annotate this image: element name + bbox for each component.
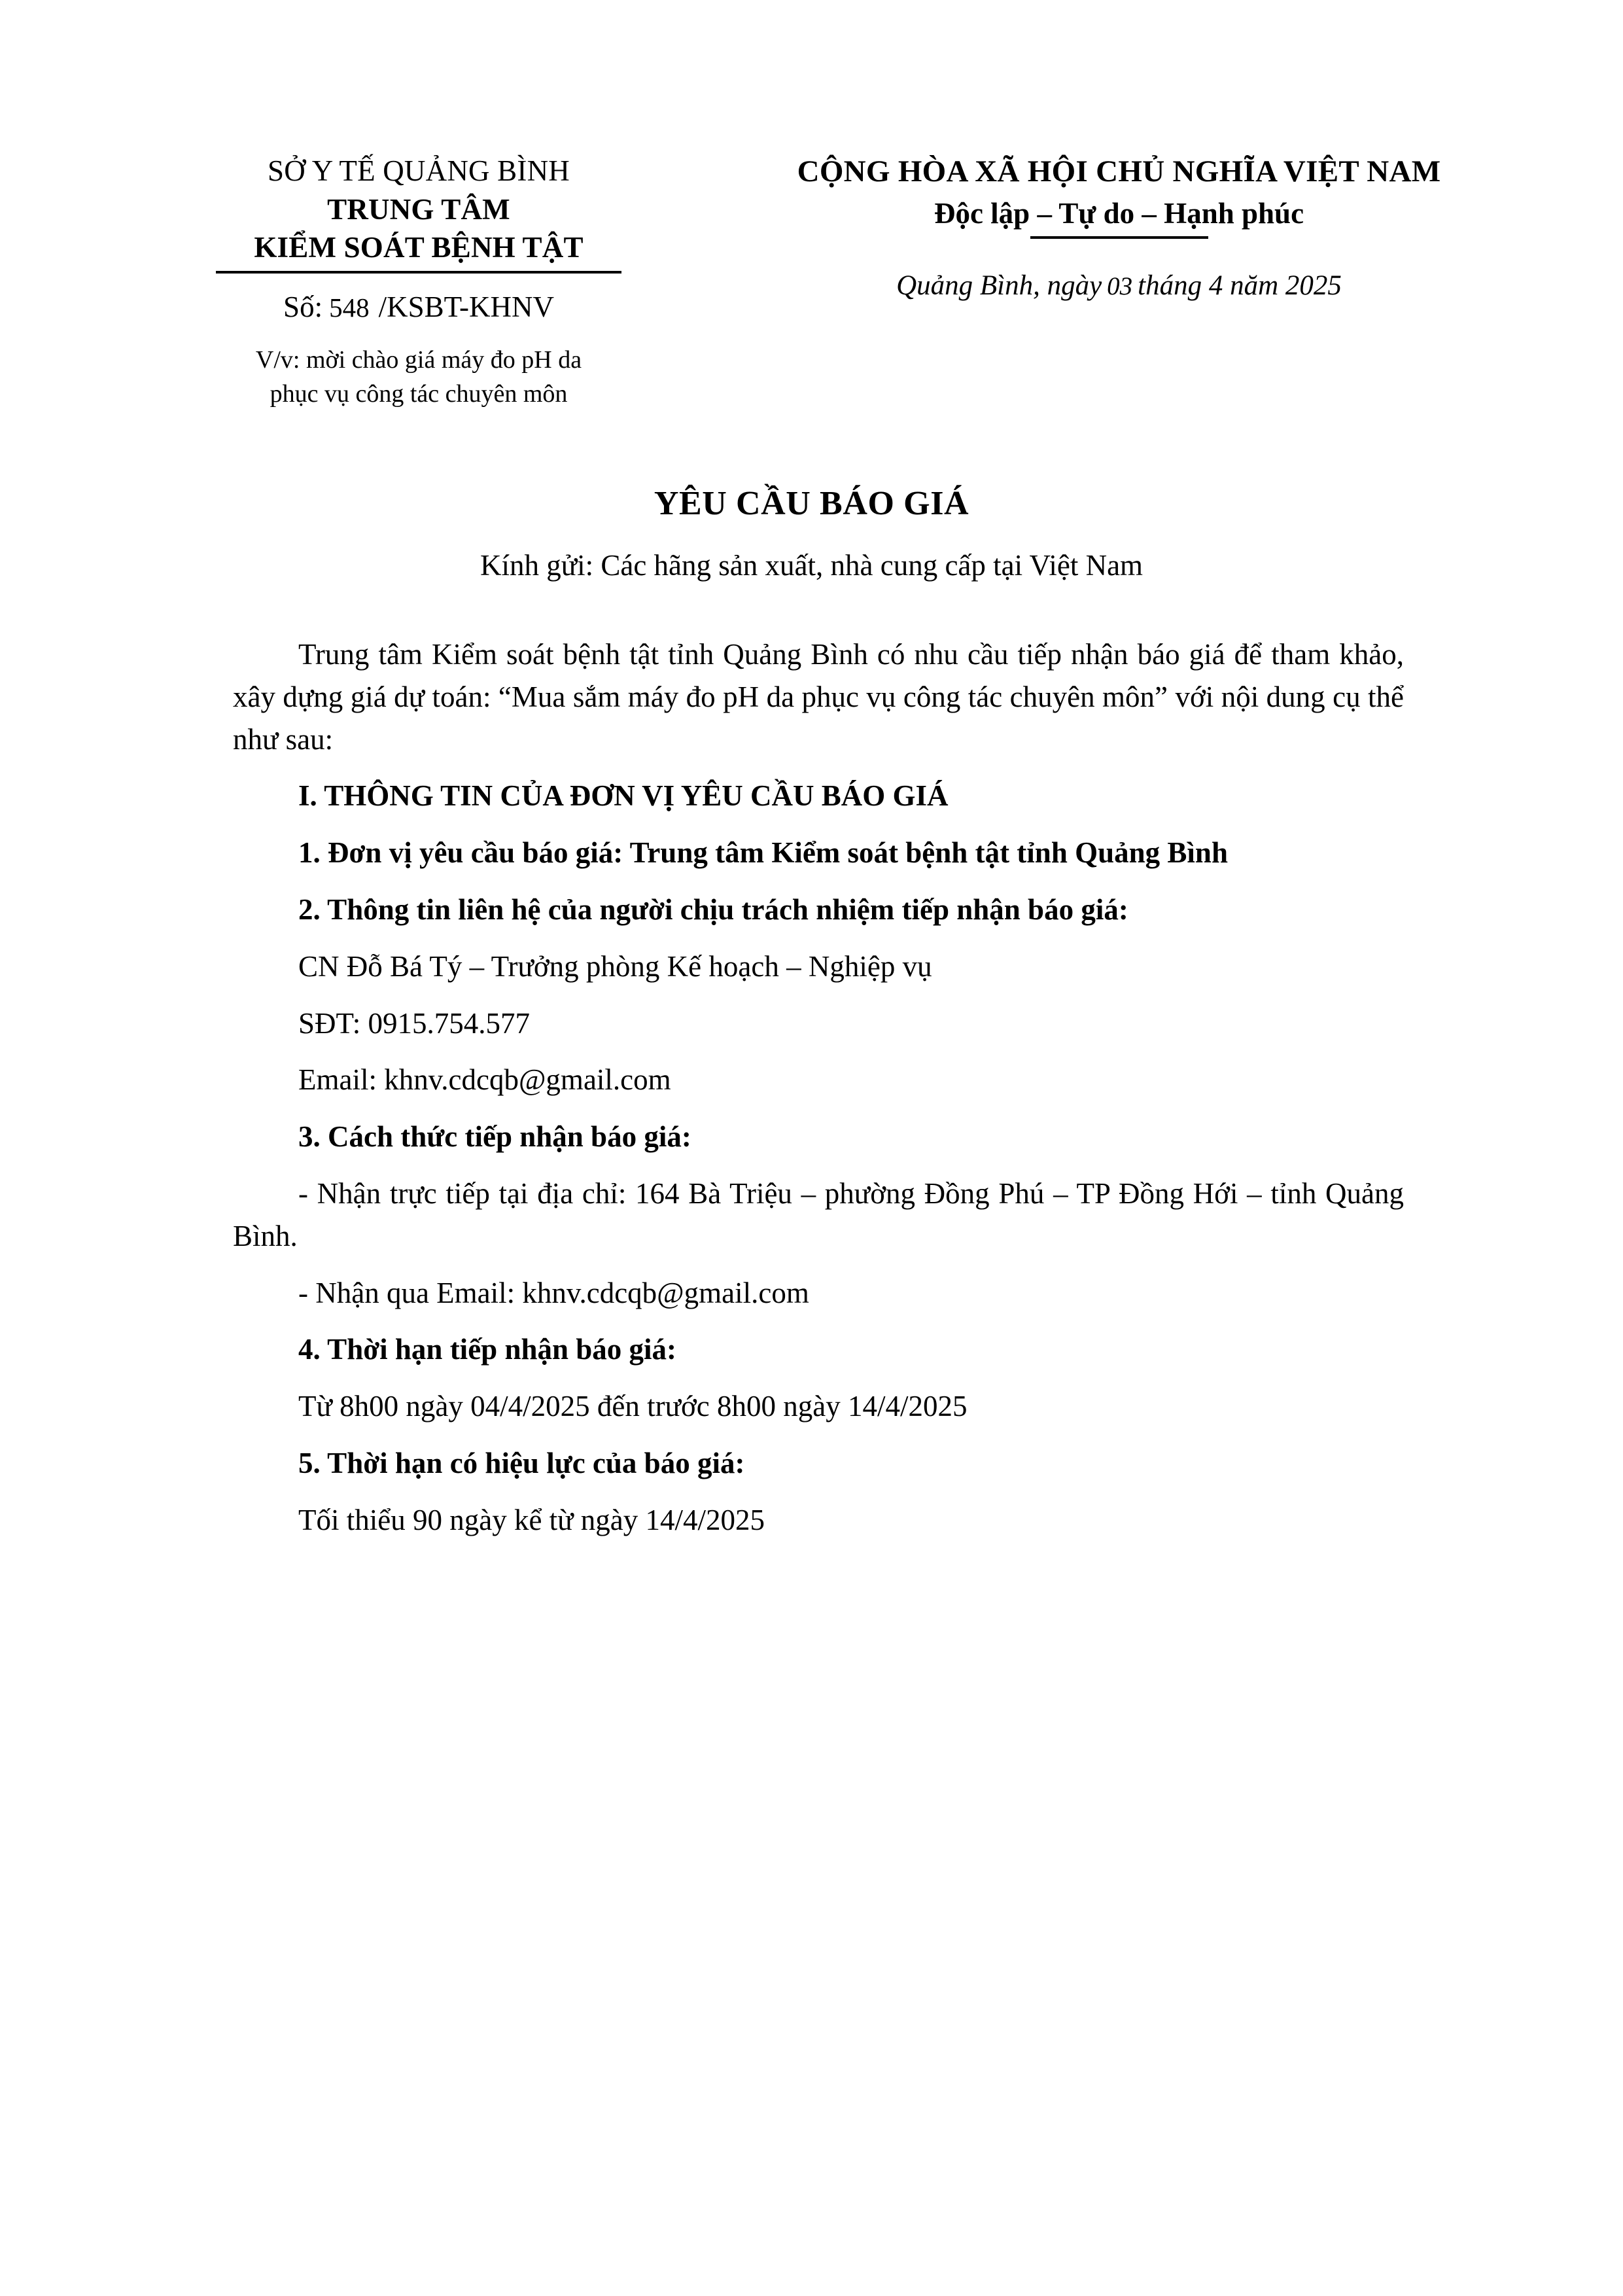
document-number-suffix: /KSBT-KHNV xyxy=(378,290,554,323)
item-5-validity-heading: 5. Thời hạn có hiệu lực của báo giá: xyxy=(298,1446,745,1479)
section-1-heading: I. THÔNG TIN CỦA ĐƠN VỊ YÊU CẦU BÁO GIÁ xyxy=(298,779,949,813)
document-body xyxy=(233,633,1404,1552)
header-right-divider xyxy=(1030,236,1208,239)
date-day-value: 03 xyxy=(1107,272,1133,300)
deadline-window: Từ 8h00 ngày 04/4/2025 đến trước 8h00 ngày 14/4/2025 xyxy=(298,1390,968,1423)
contact-email: Email: khnv.cdcqb@gmail.com xyxy=(298,1063,671,1097)
place-and-date-prefix: Quảng Bình, ngày xyxy=(896,270,1102,301)
document-number-value: 548 xyxy=(329,292,370,323)
item-1-unit-requesting: 1. Đơn vị yêu cầu báo giá: Trung tâm Kiểm soát bệnh tật tỉnh Quảng Bình xyxy=(298,836,1228,870)
submission-in-person: - Nhận trực tiếp tại địa chỉ: 164 Bà Triệu – phường Đồng Phú – TP Đồng Hới – tỉnh Quảng Bình. xyxy=(233,1176,1404,1252)
header-left-divider xyxy=(216,271,621,274)
subject-line-1: V/v: mời chào giá máy đo pH da xyxy=(255,346,582,374)
country-name: CỘNG HÒA XÃ HỘI CHỦ NGHĨA VIỆT NAM xyxy=(797,154,1441,188)
item-3-submission-heading: 3. Cách thức tiếp nhận báo giá: xyxy=(298,1120,691,1154)
document-header xyxy=(0,152,1623,412)
national-motto-block xyxy=(707,152,1531,304)
document-number-label: Số: xyxy=(283,290,323,323)
issuing-authority-block xyxy=(131,152,707,412)
addressee-line: Kính gửi: Các hãng sản xuất, nhà cung cấp tại Việt Nam xyxy=(480,549,1143,582)
item-2-contact-heading: 2. Thông tin liên hệ của người chịu trách nhiệm tiếp nhận báo giá: xyxy=(298,892,1128,926)
center-name-line1: TRUNG TÂM xyxy=(327,192,510,226)
document-number-line xyxy=(131,288,707,327)
place-and-date-line xyxy=(707,268,1531,304)
subject-line-2: phục vụ công tác chuyên môn xyxy=(270,380,568,408)
department-name: SỞ Y TẾ QUẢNG BÌNH xyxy=(268,154,570,187)
center-name-line2: KIỂM SOÁT BỆNH TẬT xyxy=(254,231,584,264)
submission-by-email: - Nhận qua Email: khnv.cdcqb@gmail.com xyxy=(298,1276,809,1309)
validity-period: Tối thiểu 90 ngày kể từ ngày 14/4/2025 xyxy=(298,1503,765,1536)
contact-person-name: CN Đỗ Bá Tý – Trưởng phòng Kế hoạch – Nghiệp vụ xyxy=(298,949,932,983)
item-4-deadline-heading: 4. Thời hạn tiếp nhận báo giá: xyxy=(298,1333,677,1366)
subject-block xyxy=(203,343,635,412)
page-title: YÊU CẦU BÁO GIÁ xyxy=(654,485,969,522)
date-month-year: tháng 4 năm 2025 xyxy=(1138,270,1342,301)
intro-paragraph: Trung tâm Kiểm soát bệnh tật tỉnh Quảng Bình có nhu cầu tiếp nhận báo giá để tham khảo, xây dựng giá dự toán: “Mua sắm máy đo pH da phục vụ công tác chuyên môn” với nội dung cụ thể như sau: xyxy=(233,638,1404,756)
national-motto: Độc lập – Tự do – Hạnh phúc xyxy=(934,197,1304,230)
contact-phone: SĐT: 0915.754.577 xyxy=(298,1006,531,1040)
